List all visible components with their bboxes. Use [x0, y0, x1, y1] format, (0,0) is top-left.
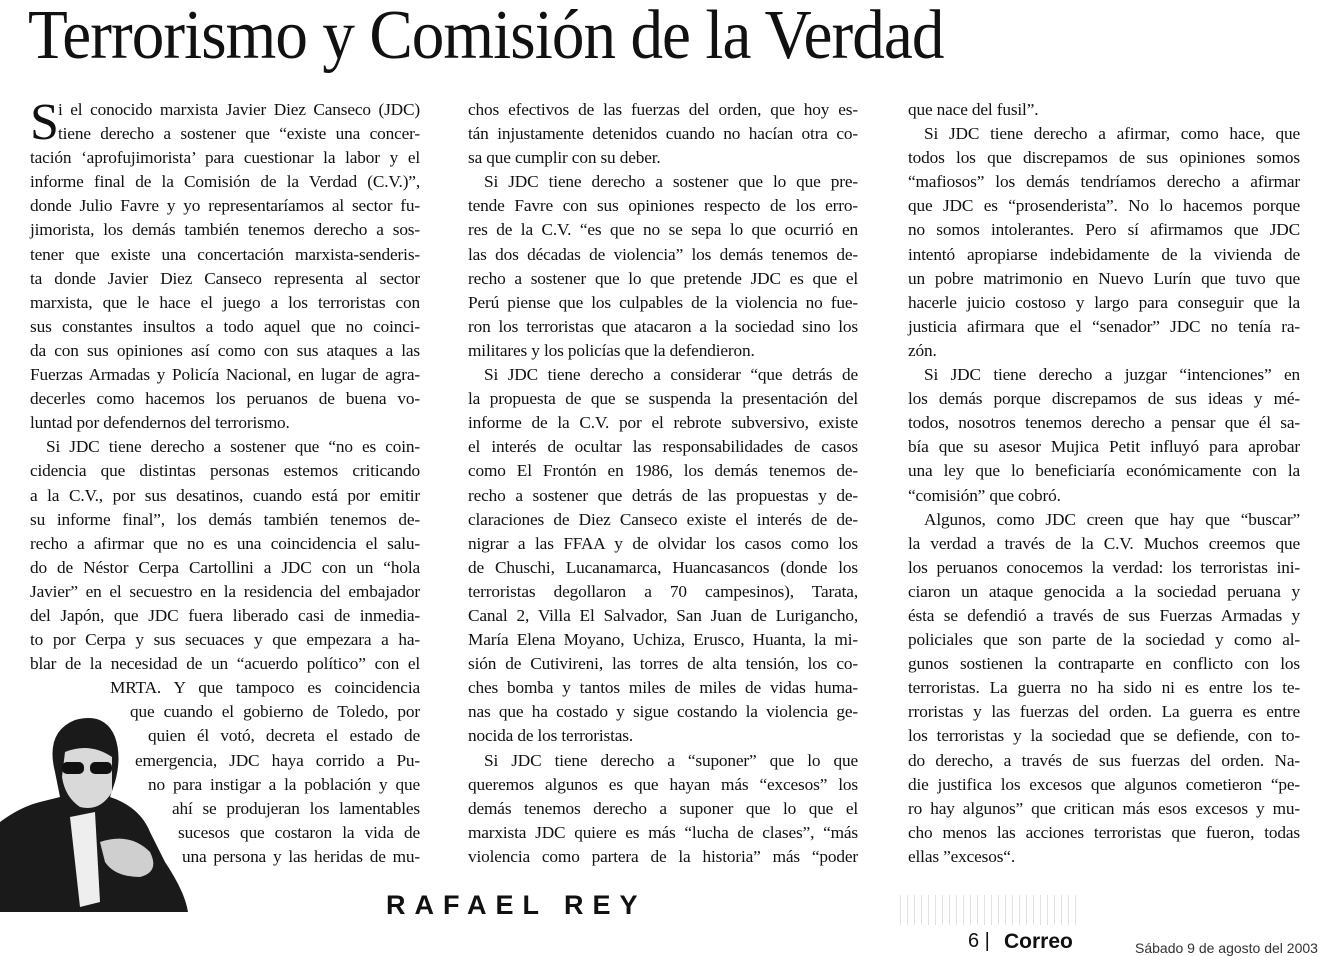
text-line: Si JDC tiene derecho a “suponer” que lo que [484, 750, 858, 770]
text-line: ellas ”excesos“. [908, 846, 1015, 866]
text-line: die justifica los excesos que algunos cometieron “pe- [908, 774, 1300, 794]
text-line: tiene derecho a sostener que “existe una concer- [58, 124, 420, 144]
text-line: nocida de los terroristas. [468, 726, 634, 746]
text-line: Javier” en el secuestro en la residencia del embajador [30, 581, 420, 601]
text-line: “mafiosos” los demás tendríamos derecho a afirmar [908, 172, 1300, 192]
scan-noise [900, 895, 1080, 925]
text-line: ciaron un ataque genocida a la sociedad peruana y [908, 581, 1300, 601]
text-line: no para instigar a la población y que [148, 774, 420, 794]
text-line: tación ‘aprofujimorista’ para cuestionar la labor y el [30, 148, 420, 168]
text-line: justicia afirmara que el “senador” JDC no tenía ra- [908, 316, 1300, 336]
text-line: ro hay algunos” que critican más esos excesos y mu- [908, 798, 1300, 818]
text-line: i el conocido marxista Javier Diez Canseco (JDC) [58, 100, 420, 119]
text-line: terroristas. La guerra no ha sido ni es entre los te- [908, 678, 1300, 698]
text-line: sucesos que costaron la vida de [178, 822, 420, 842]
text-line: res de la C.V. “es que no se sepa lo que ocurrió en [468, 220, 858, 240]
text-line: nas que ha costado y sigue costando la violencia ge- [468, 702, 858, 722]
article-title: Terrorismo y Comisión de la Verdad [28, 0, 944, 74]
text-line: su informe final”, los demás también tenemos de- [30, 509, 420, 529]
text-line: cho menos las acciones terroristas que fueron, todas [908, 822, 1300, 842]
drop-cap: S [30, 94, 59, 151]
text-line: do de Néstor Cerpa Cartollini a JDC con un “hola [30, 557, 420, 577]
text-line: la propuesta de que se suspenda la presentación del [468, 389, 858, 409]
text-line: da con sus opiniones así como con sus ataques a las [30, 340, 420, 360]
text-line: hacerle juicio costoso y largo para conseguir que la [908, 292, 1300, 312]
columnist-portrait-icon [0, 712, 190, 912]
text-line: que nace del fusil”. [908, 100, 1039, 119]
text-line: rroristas y las fuerzas del orden. La guerra es entre [908, 702, 1300, 722]
text-line: luntad por defendernos del terrorismo. [30, 413, 290, 433]
text-line: donde Julio Favre y yo representaríamos al sector fu- [30, 196, 420, 216]
text-line: blar de la necesidad de un “acuerdo político” con el [30, 654, 420, 674]
text-line: ta donde Javier Diez Canseco representa al sector [30, 268, 420, 288]
text-line: informe de la C.V. por el rebrote subversivo, existe [468, 413, 858, 433]
text-line: Si JDC tiene derecho a sostener que lo que pre- [484, 172, 858, 192]
text-line: de Chuschi, Lucanamarca, Huancasancos (donde los [468, 557, 858, 577]
text-line: quien él votó, decreta el estado de [148, 726, 420, 746]
text-line: ches bomba y tantos miles de miles de vidas huma- [468, 678, 858, 698]
text-line: como El Frontón en 1986, los demás tenemos de- [468, 461, 858, 481]
text-line: los peruanos conocemos la verdad: los terroristas ini- [908, 557, 1300, 577]
text-line: ron los terroristas que atacaron a la sociedad sino los [468, 316, 858, 336]
text-line: jimorista, los demás también tenemos derecho a sos- [30, 220, 420, 240]
text-line: policiales que son parte de la sociedad y como al- [908, 630, 1300, 650]
page-number: 6 | [968, 930, 990, 952]
text-line: gunos sostienen la contraparte en conflicto con los [908, 654, 1300, 674]
text-line: la verdad a través de la C.V. Muchos creemos que [908, 533, 1300, 553]
text-line: el interés de ocultar las responsabilidades de casos [468, 437, 858, 457]
text-line: Fuerzas Armadas y Policía Nacional, en lugar de agra- [30, 365, 420, 385]
text-line: un pobre matrimonio en Nuevo Lurín que tuvo que [908, 268, 1300, 288]
text-line: sión de Cutivireni, las torres de alta tensión, los co- [468, 654, 858, 674]
text-line: recho a afirmar que no es una coincidencia el salu- [30, 533, 420, 553]
text-line: que JDC es “prosenderista”. No lo hacemos porque [908, 196, 1300, 216]
text-line: tán injustamente detenidos cuando no hacían otra co- [468, 124, 858, 144]
text-line: tener que existe una concertación marxista-senderis- [30, 244, 420, 264]
text-line: marxista JDC quiere es más “lucha de clases”, “más [468, 822, 858, 842]
text-line: recho a sostener que lo que pretende JDC es que el [468, 268, 858, 288]
text-line: emergencia, JDC haya corrido a Pu- [135, 750, 420, 770]
text-line: cidencia que distintas personas estemos criticando [30, 461, 420, 481]
text-line: informe final de la Comisión de la Verdad (C.V.)”, [30, 172, 420, 192]
text-line: do derecho, a través de sus fuerzas del orden. Na- [908, 750, 1300, 770]
text-line: del Japón, que JDC fuera liberado casi de inmedia- [30, 605, 420, 625]
text-line: violencia como partera de la historia” más “poder [468, 846, 858, 866]
text-line: Algunos, como JDC creen que hay que “buscar” [924, 509, 1300, 529]
text-line: ahí se produjeran los lamentables [172, 798, 420, 818]
text-line: los demás porque discrepamos de sus ideas y mé- [908, 389, 1300, 409]
text-line: Si JDC tiene derecho a sostener que “no es coin- [46, 437, 420, 457]
text-line: una ley que lo beneficiaría económicamente con la [908, 461, 1300, 481]
text-line: a la C.V., por sus desatinos, cuando está por emitir [30, 485, 420, 505]
author-byline: RAFAEL REY [386, 890, 647, 920]
text-line: claraciones de Diez Canseco existe el interés de de- [468, 509, 858, 529]
text-line: Si JDC tiene derecho a afirmar, como hace, que [924, 124, 1300, 144]
text-line: que cuando el gobierno de Toledo, por [130, 702, 420, 722]
text-line: ésta se defendió a través de sus Fuerzas Armadas y [908, 605, 1300, 625]
text-line: Perú piense que los culpables de la violencia no fue- [468, 292, 858, 312]
text-line: recho a sostener que detrás de las propuestas y de- [468, 485, 858, 505]
text-line: una persona y las heridas de mu- [182, 846, 420, 866]
text-line: marxista, que le hace el juego a los terroristas con [30, 292, 420, 312]
text-line: las dos décadas de violencia” los demás tenemos de- [468, 244, 858, 264]
text-line: demás tenemos derecho a suponer que lo que el [468, 798, 858, 818]
text-line: terroristas degollaron a 70 campesinos), Tarata, [468, 581, 858, 601]
article-column-2 [468, 98, 858, 869]
text-line: tende Favre con sus opiniones respecto de los erro- [468, 196, 858, 216]
text-line: militares y los policías que la defendieron. [468, 340, 755, 360]
text-line: bía que su asesor Mujica Petit influyó para aprobar [908, 437, 1300, 457]
text-line: “comisión” que cobró. [908, 485, 1061, 505]
text-line: Si JDC tiene derecho a juzgar “intenciones” en [924, 365, 1300, 385]
text-line: intentó apropiarse indebidamente de la vivienda de [908, 244, 1300, 264]
text-line: todos los que discrepamos de sus opiniones somos [908, 148, 1300, 168]
text-line: Canal 2, Villa El Salvador, San Juan de Lurigancho, [468, 605, 858, 625]
text-line: decerles como hacemos los peruanos de buena vo- [30, 389, 420, 409]
text-line: sus constantes insultos a todo aquel que no coinci- [30, 316, 420, 336]
text-line: to por Cerpa y sus secuaces y que empezara a ha- [30, 630, 420, 650]
article-column-3 [908, 98, 1300, 869]
text-line: zón. [908, 340, 937, 360]
text-line: sa que cumplir con su deber. [468, 148, 661, 168]
text-line: chos efectivos de las fuerzas del orden, que hoy es- [468, 100, 858, 119]
text-line: nigrar a las FFAA y de olvidar los casos como los [468, 533, 858, 553]
publication-name: Correo [1004, 930, 1073, 953]
text-line: los terroristas y la sociedad que se defiende, con to- [908, 726, 1300, 746]
publication-date: Sábado 9 de agosto del 2003 [1135, 940, 1318, 956]
text-line: todos, nosotros tenemos derecho a pensar que él sa- [908, 413, 1300, 433]
text-line: Si JDC tiene derecho a considerar “que detrás de [484, 365, 858, 385]
text-line: MRTA. Y que tampoco es coincidencia [110, 678, 420, 698]
text-line: queremos algunos es que hayan más “excesos” los [468, 774, 858, 794]
text-line: María Elena Moyano, Uchiza, Erusco, Huanta, la mi- [468, 630, 858, 650]
text-line: no somos intolerantes. Pero sí afirmamos que JDC [908, 220, 1300, 240]
